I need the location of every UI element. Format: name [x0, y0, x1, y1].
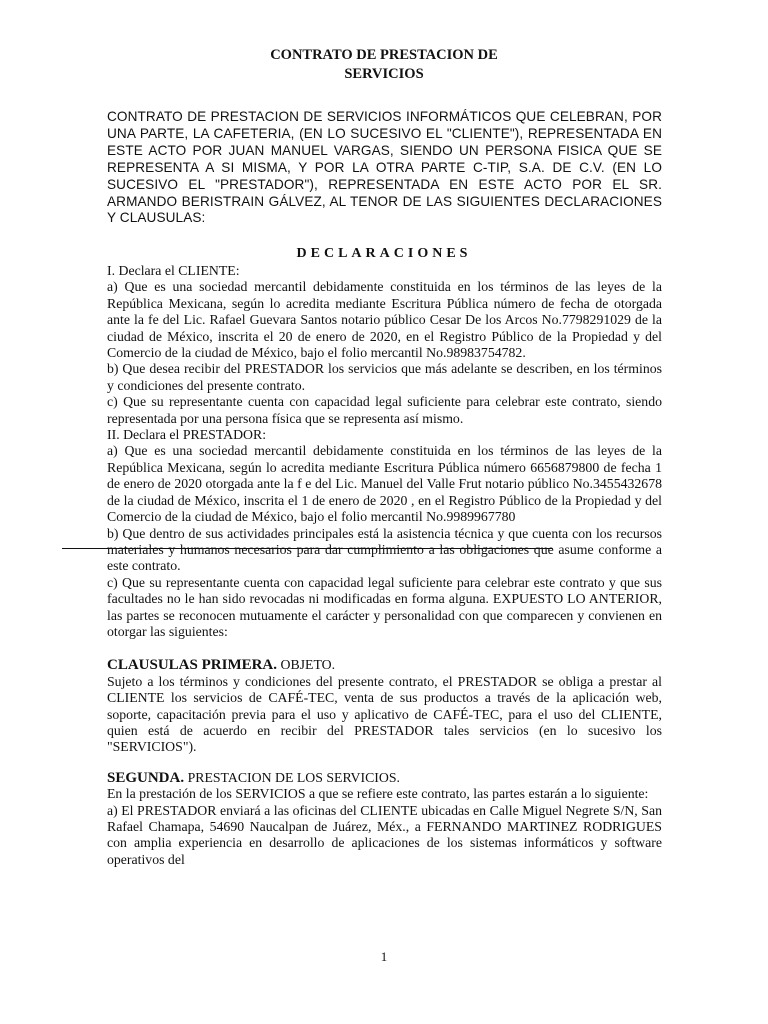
page-number: 1 [380, 949, 388, 964]
clausula-segunda-text: En la prestación de los SERVICIOS a que se refiere este contrato, las partes estarán a lo siguiente: [107, 786, 649, 802]
prestador-heading: II. Declara el PRESTADOR: [107, 427, 267, 443]
clausula-segunda-subtitle: PRESTACION DE LOS SERVICIOS. [187, 769, 400, 785]
title-line-2: SERVICIOS [344, 66, 424, 82]
cliente-clause-a: a) Que es una sociedad mercantil debidamente constituida en los términos de las leyes de la República Mexicana, según lo acredita mediante Escritura Pública número de fecha de otorgada ante la fe del Lic. Rafael Guevara Santos notario público Cesar De los Arcos No.7798291029 de la ciudad de México, inscrita el 20 de enero de 2020, en el Registro Público de la Propiedad y del Comercio de la ciudad de México, bajo el folio mercantil No.98983754782. [107, 279, 662, 361]
spacer [107, 640, 662, 657]
document-body [107, 263, 662, 868]
prestador-clause-a: a) Que es una sociedad mercantil debidamente constituida en los términos de las leyes de la República Mexicana, según lo acredita mediante Escritura Pública número 6656879800 de fecha 1 de enero de 2020 otorgada ante la f e del Lic. Manuel del Valle Frut notario público No.3455432678 de la ciudad de México, inscrita el 1 de enero de 2020 , en el Registro Público de la Propiedad y del Comercio de la ciudad de México, bajo el folio mercantil No.9989967780 [107, 443, 662, 525]
clausula-segunda-item-a: a) El PRESTADOR enviará a las oficinas del CLIENTE ubicadas en Calle Miguel Negrete S/N, San Rafael Chamapa, 54690 Naucalpan de Juárez, Méx., a FERNANDO MARTINEZ RODRIGUES con amplia experiencia en desarrollo de aplicaciones de los sistemas informáticos y software operativos del [107, 802, 662, 867]
prestador-clause-c: c) Que su representante cuenta con capacidad legal suficiente para celebrar este contrato y que sus facultades no le han sido revocadas ni modificadas en forma alguna. EXPUESTO LO ANTERIOR, las partes se reconocen mutuamente el carácter y personalidad con que comparecen y convienen en otorgar las siguientes: [107, 574, 662, 639]
prestador-clause-b: b) Que dentro de sus actividades principales está la asistencia técnica y que cuenta con los recursos materiales y humanos necesarios para dar cumplimiento a las obligaciones que asume conforme a este contrato. [107, 525, 662, 574]
contract-title [0, 46, 768, 84]
intro-paragraph: CONTRATO DE PRESTACION DE SERVICIOS INFORMÁTICOS QUE CELEBRAN, POR UNA PARTE, LA CAFETERIA, (EN LO SUCESIVO EL "CLIENTE"), REPRESENTADA EN ESTE ACTO POR JUAN MANUEL VARGAS, SIENDO UN PERSONA FISICA QUE SE REPRESENTA A SI MISMA, Y POR LA OTRA PARTE C-TIP, S.A. DE C.V. (EN LO SUCESIVO EL "PRESTADOR"), REPRESENTADA EN ESTE ACTO POR EL SR. ARMANDO BERISTRAIN GÁLVEZ, AL TENOR DE LAS SIGUIENTES DECLARACIONES Y CLAUSULAS: [107, 109, 662, 226]
clausula-primera-text: Sujeto a los términos y condiciones del presente contrato, el PRESTADOR se obliga a prestar al CLIENTE los servicios de CAFÉ-TEC, venta de sus productos a través de la aplicación web, soporte, capacitación previa para el uso y aplicativo de CAFÉ-TEC, para el uso del CLIENTE, quien está de acuerdo en recibir del PRESTADOR tales servicios (en lo sucesivo los "SERVICIOS"). [107, 673, 662, 755]
clausula-segunda-heading: SEGUNDA. [107, 769, 185, 786]
title-line-1: CONTRATO DE PRESTACION DE [270, 47, 498, 63]
clausula-primera-heading: CLAUSULAS PRIMERA. [107, 657, 278, 674]
spacer [107, 756, 662, 770]
strike-through-line [62, 548, 552, 549]
clausula-primera-subtitle: OBJETO. [280, 657, 336, 673]
declaraciones-heading: DECLARACIONES [296, 246, 472, 261]
cliente-clause-c: c) Que su representante cuenta con capacidad legal suficiente para celebrar este contrato, siendo representada por una persona física que se representa así mismo. [107, 394, 662, 426]
clausula-primera-heading-line [107, 657, 662, 673]
cliente-heading: I. Declara el CLIENTE: [107, 263, 240, 278]
cliente-clause-b: b) Que desea recibir del PRESTADOR los servicios que más adelante se describen, en los términos y condiciones del presente contrato. [107, 361, 662, 393]
clausula-segunda-heading-line [107, 770, 662, 786]
